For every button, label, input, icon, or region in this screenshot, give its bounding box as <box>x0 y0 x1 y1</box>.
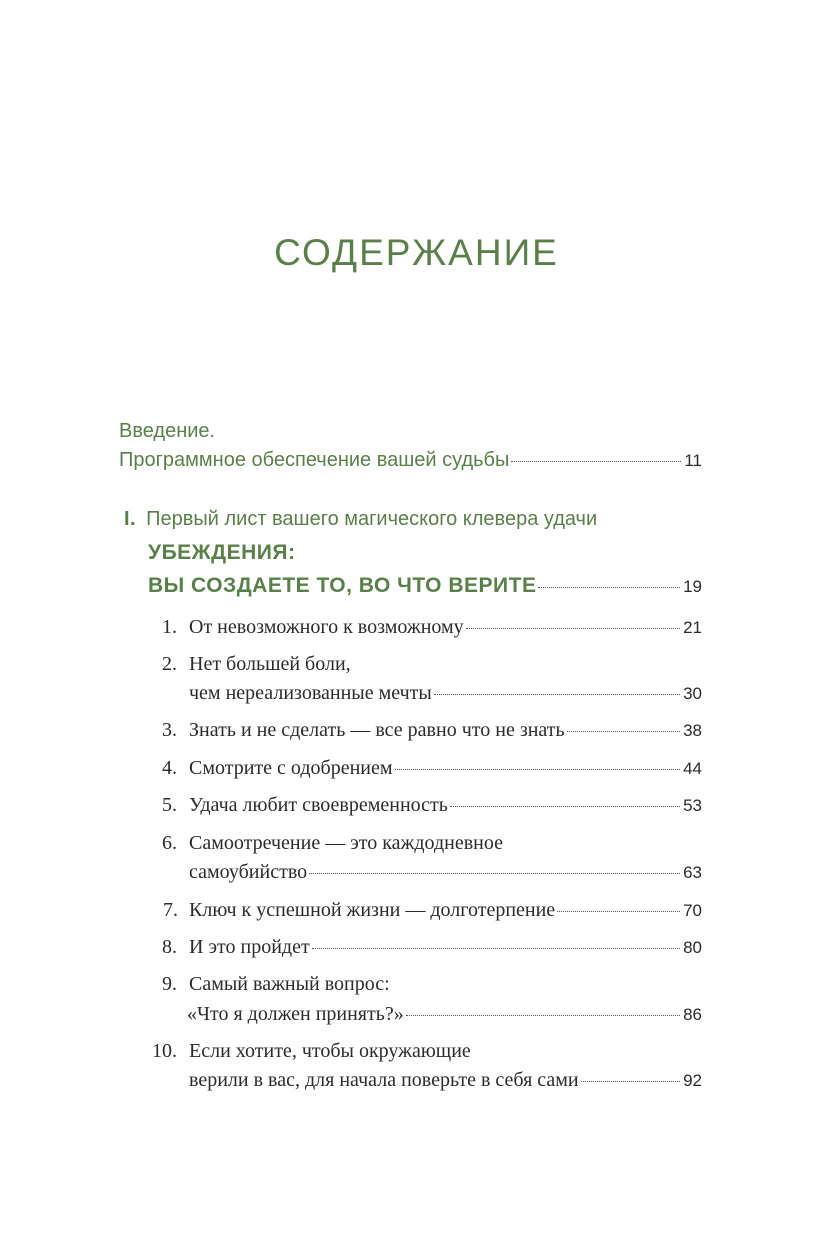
toc-entry-chapter-6[interactable] <box>189 861 702 884</box>
toc-entry-part1[interactable] <box>148 574 702 598</box>
part-heading-2: ВЫ СОЗДАЕТЕ ТО, ВО ЧТО ВЕРИТЕ <box>148 574 537 597</box>
chapter-number: 2. <box>162 653 177 675</box>
page-number: 38 <box>683 721 702 740</box>
toc-entry-chapter-4[interactable] <box>189 757 702 780</box>
chapter-number: 3. <box>162 719 177 741</box>
chapter-number: 4. <box>162 757 177 779</box>
chapter-title: Ключ к успешной жизни — долготерпение <box>189 899 556 921</box>
leader-dots <box>406 1015 680 1016</box>
chapter-title: Самый важный вопрос: <box>189 973 390 995</box>
leader-dots <box>567 731 680 732</box>
chapter-number: 8. <box>162 936 177 958</box>
chapter-number: 7. <box>163 899 178 921</box>
chapter-title: верили в вас, для начала поверьте в себя сами <box>189 1069 579 1091</box>
leader-dots <box>581 1081 680 1082</box>
chapter-title: Знать и не сделать — все равно что не знать <box>189 719 565 741</box>
intro-title: Введение. <box>119 420 216 442</box>
page-number: 30 <box>683 684 702 703</box>
chapter-title: «Что я должен принять?» <box>187 1003 404 1025</box>
intro-line1 <box>119 420 215 443</box>
chapter-title: Если хотите, чтобы окружающие <box>189 1040 471 1062</box>
chapter-title: самоубийство <box>189 861 308 883</box>
leader-dots <box>538 587 680 588</box>
chapter-number: 1. <box>162 616 177 638</box>
page-number: 19 <box>683 577 702 596</box>
leader-dots <box>309 873 680 874</box>
toc-entry-chapter-3[interactable] <box>189 719 702 742</box>
chapter-number: 6. <box>162 832 177 854</box>
leader-dots <box>557 911 680 912</box>
toc-entry-chapter-1[interactable] <box>189 616 702 639</box>
page-title: СОДЕРЖАНИЕ <box>274 232 559 273</box>
chapter-title-line1 <box>189 973 390 996</box>
page-number: 92 <box>683 1071 702 1090</box>
page-number: 11 <box>684 451 702 470</box>
chapter-title: чем нереализованные мечты <box>189 682 432 704</box>
leader-dots <box>511 461 681 462</box>
leader-dots <box>450 806 680 807</box>
toc-entry-chapter-7[interactable] <box>189 899 702 922</box>
intro-subtitle: Программное обеспечение вашей судьбы <box>119 449 510 471</box>
toc-entry-chapter-5[interactable] <box>189 794 702 817</box>
leader-dots <box>395 769 681 770</box>
toc-entry-chapter-8[interactable] <box>189 936 702 959</box>
leader-dots <box>434 694 680 695</box>
page-number: 21 <box>683 618 702 637</box>
part-heading-1 <box>148 541 295 565</box>
chapter-number: 10. <box>152 1040 177 1062</box>
leader-dots <box>466 628 680 629</box>
toc-entry-chapter-2[interactable] <box>189 682 702 705</box>
page-number: 80 <box>683 938 702 957</box>
toc-entry-chapter-9[interactable] <box>187 1003 702 1026</box>
chapter-title: Нет большей боли, <box>189 653 351 675</box>
leader-dots <box>312 948 680 949</box>
chapter-title: Самоотречение — это каждодневное <box>189 832 503 854</box>
part-subtitle-row <box>124 508 597 531</box>
page-number: 44 <box>683 759 702 778</box>
chapter-title: И это пройдет <box>189 936 310 958</box>
chapter-title: Смотрите с одобрением <box>189 757 393 779</box>
chapter-title-line1 <box>189 832 503 855</box>
page-number: 70 <box>683 901 702 920</box>
part-heading-text-1: УБЕЖДЕНИЯ: <box>148 541 296 564</box>
chapter-title: Удача любит своевременность <box>189 794 448 816</box>
toc-entry-chapter-10[interactable] <box>189 1069 702 1092</box>
page-number: 63 <box>683 863 702 882</box>
part-numeral: I. <box>124 508 137 530</box>
part-subtitle: Первый лист вашего магического клевера удачи <box>146 508 598 530</box>
chapter-title: От невозможного к возможному <box>189 616 464 638</box>
toc-entry-intro[interactable] <box>119 449 702 472</box>
chapter-title-line1 <box>189 1040 471 1063</box>
chapter-number: 5. <box>162 794 177 816</box>
page-number: 86 <box>683 1005 702 1024</box>
page-number: 53 <box>683 796 702 815</box>
chapter-title-line1 <box>189 653 351 676</box>
chapter-number: 9. <box>162 973 177 995</box>
